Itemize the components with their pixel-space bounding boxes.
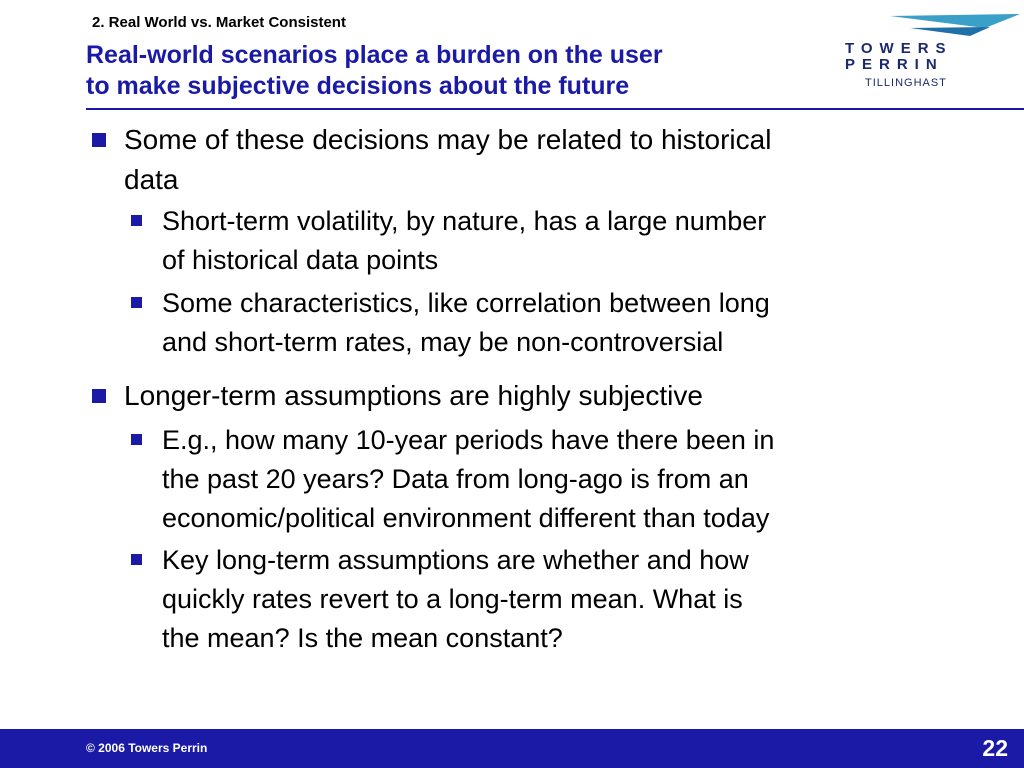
bullet-item-1 bbox=[124, 120, 771, 200]
company-logo bbox=[845, 14, 1020, 94]
bullet-line: E.g., how many 10-year periods have there been in bbox=[162, 425, 775, 455]
title-line-1: Real-world scenarios place a burden on the user bbox=[86, 41, 663, 69]
bullet-item-5 bbox=[162, 421, 774, 538]
bullet-line: Some characteristics, like correlation between long bbox=[162, 288, 770, 318]
title-line-2: to make subjective decisions about the future bbox=[86, 72, 630, 100]
bullet-line: economic/political environment different than today bbox=[162, 503, 770, 533]
bullet-line: quickly rates revert to a long-term mean. What is bbox=[162, 584, 743, 614]
logo-text-tillinghast: TILLINGHAST bbox=[865, 77, 947, 89]
page-number: 22 bbox=[982, 735, 1008, 761]
logo-swoosh-icon bbox=[890, 14, 1020, 40]
sub-bullet-square-icon bbox=[131, 297, 142, 308]
copyright-text: © 2006 Towers Perrin bbox=[86, 741, 208, 755]
bullet-line: the past 20 years? Data from long-ago is from an bbox=[162, 464, 749, 494]
title-divider bbox=[86, 108, 1024, 110]
bullet-line: Short-term volatility, by nature, has a large number bbox=[162, 206, 767, 236]
section-label: 2. Real World vs. Market Consistent bbox=[92, 14, 346, 31]
bullet-line: the mean? Is the mean constant? bbox=[162, 623, 563, 653]
sub-bullet-square-icon bbox=[131, 434, 142, 445]
sub-bullet-square-icon bbox=[131, 215, 142, 226]
bullet-line: and short-term rates, may be non-controversial bbox=[162, 327, 724, 357]
logo-text-towers: TOWERS bbox=[845, 40, 953, 57]
bullet-item-6 bbox=[162, 541, 749, 658]
bullet-line: Key long-term assumptions are whether and how bbox=[162, 545, 749, 575]
bullet-item-4 bbox=[124, 376, 703, 416]
bullet-line: of historical data points bbox=[162, 245, 439, 275]
bullet-square-icon bbox=[92, 389, 106, 403]
logo-text-perrin: PERRIN bbox=[845, 56, 944, 73]
sub-bullet-square-icon bbox=[131, 554, 142, 565]
bullet-square-icon bbox=[92, 133, 106, 147]
bullet-item-3 bbox=[162, 284, 770, 362]
footer-bar bbox=[0, 729, 1024, 768]
bullet-item-2 bbox=[162, 202, 766, 280]
bullet-line: Longer-term assumptions are highly subjective bbox=[124, 380, 703, 411]
bullet-line: Some of these decisions may be related to historical bbox=[124, 124, 772, 155]
bullet-line: data bbox=[124, 164, 179, 195]
slide-title bbox=[86, 40, 846, 102]
